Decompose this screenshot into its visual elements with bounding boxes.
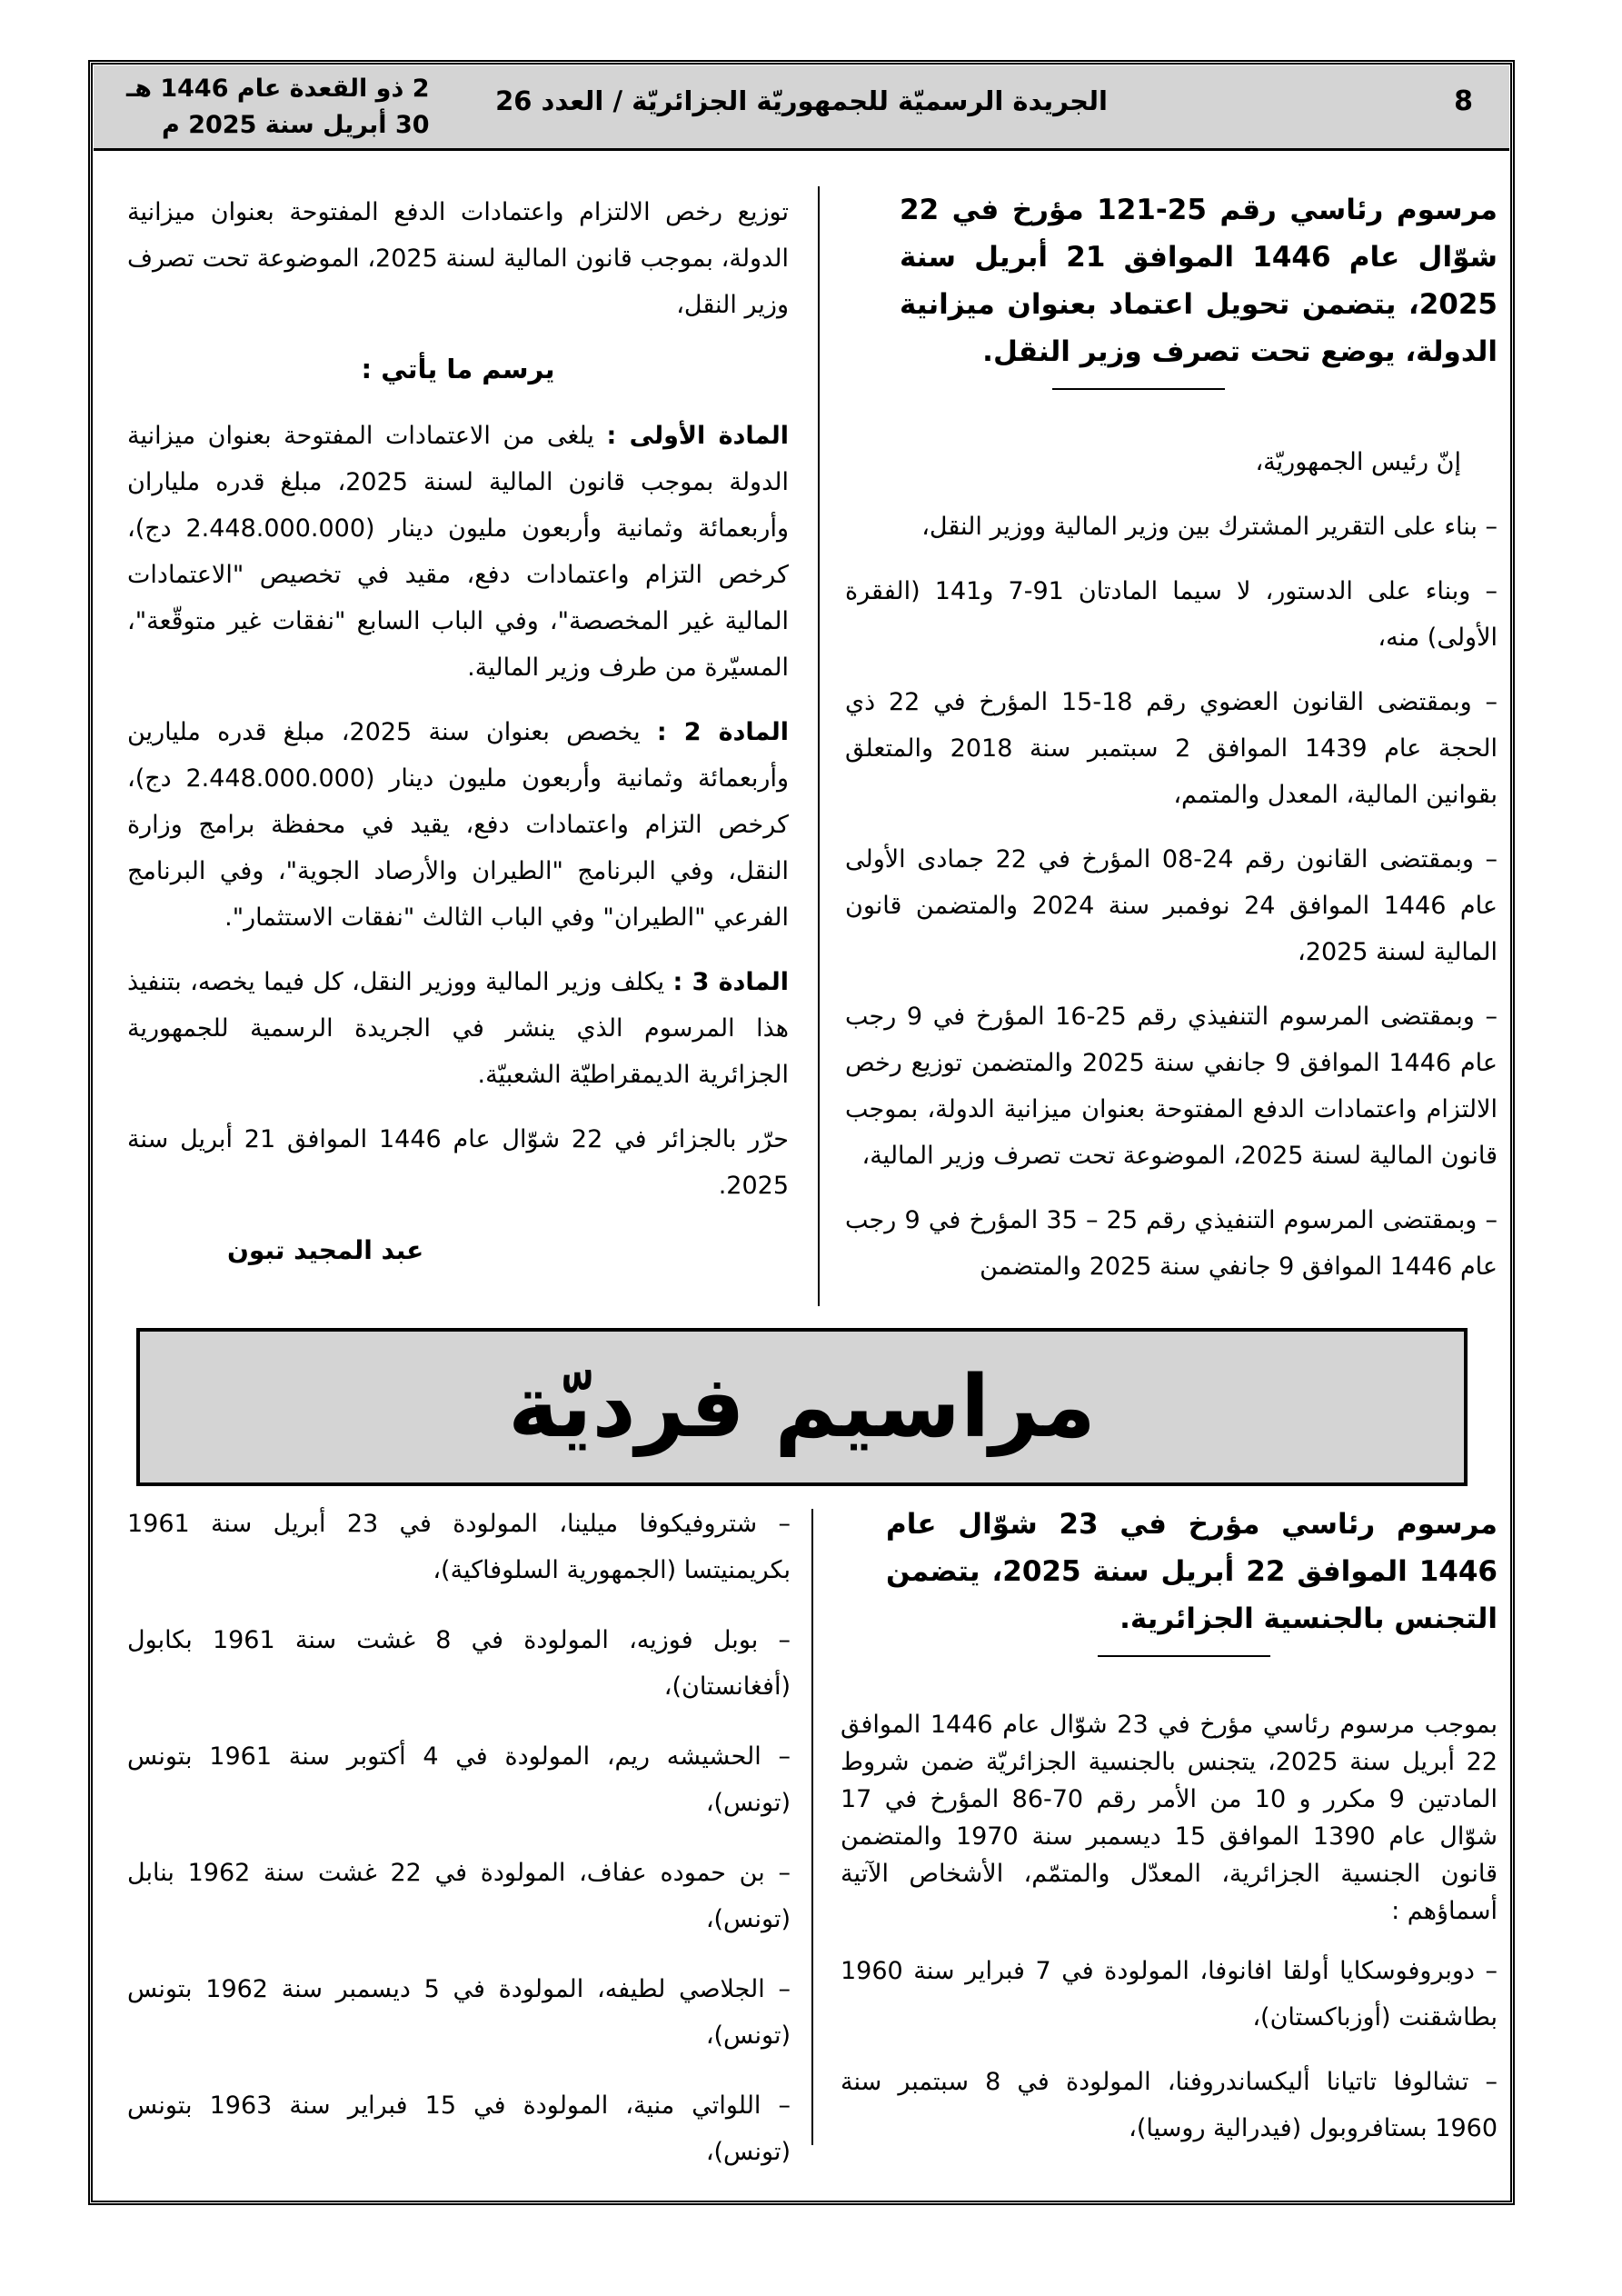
decree2-intro: بموجب مرسوم رئاسي مؤرخ في 23 شوّال عام 1446 الموافق 22 أبريل سنة 2025، يتجنس بالجنسية الجزائريّة ضمن شروط المادتين 9 مكرر و 10 من الأمر رقم 70-86 المؤرخ في 17 شوّال عام 1390 الموافق 15 ديسمبر سنة 1970 والمتضمن قانون الجنسية الجزائرية، المعدّل والمتمّم، الأشخاص الآتية أسماؤهم : [841,1711,1498,1925]
recital-5: – وبمقتضى المرسوم التنفيذي رقم 25-16 المؤرخ في 9 رجب عام 1446 الموافق 9 جانفي سنة 2025 والمتضمن توزيع رخص الالتزام واعتمادات الدفع المفتوحة بعنوان ميزانية الدولة، بموجب قانون المالية لسنة 2025، الموضوعة تحت تصرف وزير المالية، [845,1003,1498,1170]
article-3-text: يكلف وزير المالية ووزير النقل، كل فيما يخصه، بتنفيذ هذا المرسوم الذي ينشر في الجريدة الرسمية للجمهورية الجزائرية الديمقراطيّة الشعبيّة. [127,968,789,1089]
recital-3: – وبمقتضى القانون العضوي رقم 18-15 المؤرخ في 22 ذي الحجة عام 1439 الموافق 2 سبتمبر سنة 2018 والمتعلق بقوانين المالية، المعدل والمتمم، [845,688,1498,809]
decree1-right-column [845,186,1498,1308]
recital-6: – وبمقتضى المرسوم التنفيذي رقم 25 – 35 المؤرخ في 9 رجب عام 1446 الموافق 9 جانفي سنة 2025 والمتضمن [845,1206,1498,1281]
column-divider-top [818,186,820,1306]
article-2 [127,709,789,941]
decree-formula: يرسم ما يأتي : [361,354,555,384]
article-1 [127,413,789,691]
decree1-left-column [127,189,789,1292]
article-2-label: المادة 2 : [656,718,790,746]
recital-continuation: توزيع رخص الالتزام واعتمادات الدفع المفتوحة بعنوان ميزانية الدولة، بموجب قانون المالية لسنة 2025، الموضوعة تحت تصرف وزير النقل، [127,198,789,319]
column-divider-bottom [811,1509,813,2145]
section-banner [136,1328,1468,1486]
signature: عبد المجيد تبون [227,1235,424,1265]
journal-title: الجريدة الرسميّة للجمهوريّة الجزائريّة / العدد 26 [495,85,1108,116]
decree1-intro: إنّ رئيس الجمهوريّة، [1255,448,1461,476]
person-1: – دوبروفوسكايا أولقا افانوفا، المولودة في 7 فبراير سنة 1960 بطاشقنت (أوزباكستان)، [841,1957,1498,2031]
decree2-right-column [841,1501,1498,2170]
article-1-label: المادة الأولى : [606,422,789,450]
person-6: – بن حموده عفاف، المولودة في 22 غشت سنة 1962 بنابل (تونس)، [127,1859,791,1933]
decree1-title: مرسوم رئاسي رقم 25-121 مؤرخ في 22 شوّال عام 1446 الموافق 21 أبريل سنة 2025، يتضمن تحويل اعتماد بعنوان ميزانية الدولة، يوضع تحت تصرف وزير النقل. [900,194,1498,368]
article-3-label: المادة 3 : [672,968,790,996]
person-7: – الجلاصي لطيفه، المولودة في 5 ديسمبر سنة 1962 بتونس (تونس)، [127,1975,791,2050]
person-3: – شتروفيكوفا ميلينا، المولودة في 23 أبريل سنة 1961 بكريمنيتسا (الجمهورية السلوفاكية)، [127,1510,791,1584]
person-5: – الحشيشه ريم، المولودة في 4 أكتوبر سنة 1961 بتونس (تونس)، [127,1742,791,1817]
date-gregorian: 30 أبريل سنة 2025 م [162,111,430,139]
decree2-title: مرسوم رئاسي مؤرخ في 23 شوّال عام 1446 الموافق 22 أبريل سنة 2025، يتضمن التجنس بالجنسية الجزائرية. [886,1508,1498,1635]
person-2: – تشالوفا تاتيانا أليكساندروفنا، المولودة في 8 سبتمبر سنة 1960 بستافروبول (فيدرالية روسيا)، [841,2068,1498,2142]
recital-1: – بناء على التقرير المشترك بين وزير المالية ووزير النقل، [921,513,1498,541]
person-8: – اللواتي منية، المولودة في 15 فبراير سنة 1963 بتونس (تونس)، [127,2091,791,2166]
article-3 [127,959,789,1098]
recital-2: – وبناء على الدستور، لا سيما المادتان 91-7 و141 (الفقرة الأولى) منه، [845,577,1498,652]
page-number: 8 [1454,85,1473,117]
article-1-text: يلغى من الاعتمادات المفتوحة بعنوان ميزانية الدولة بموجب قانون المالية لسنة 2025، مبلغ قدره ملياران وأربعمائة وثمانية وأربعون مليون دينار (2.448.000.000 دج)، كرخص التزام واعتمادات دفع، مقيد في تخصيص "الاعتمادات المالية غير المخصصة"، وفي الباب السابع "نفقات غير متوقّعة"، المسيّرة من طرف وزير المالية. [127,422,789,682]
date-hijri: 2 ذو القعدة عام 1446 هـ [126,75,430,103]
issue-date [126,71,430,144]
person-4: – بوبل فوزيه، المولودة في 8 غشت سنة 1961 بكابول (أفغانستان)، [127,1626,791,1701]
title-separator [1052,388,1225,390]
recital-4: – وبمقتضى القانون رقم 24-08 المؤرخ في 22 جمادى الأولى عام 1446 الموافق 24 نوفمبر سنة 2024 والمتضمن قانون المالية لسنة 2025، [845,845,1498,966]
page-header [94,65,1509,151]
article-2-text: يخصص بعنوان سنة 2025، مبلغ قدره مليارين وأربعمائة وثمانية وأربعون مليون دينار (2.448.000.000 دج)، كرخص التزام واعتمادات دفع، يقيد في محفظة برامج وزارة النقل، وفي البرنامج "الطيران والأرصاد الجوية"، وفي البرنامج الفرعي "الطيران" وفي الباب الثالث "نفقات الاستثمار". [127,718,789,932]
decree2-left-column [127,1501,791,2193]
banner-title: مراسيم فرديّة [508,1357,1096,1457]
title-separator-2 [1098,1655,1270,1657]
done-at: حرّر بالجزائر في 22 شوّال عام 1446 الموافق 21 أبريل سنة 2025. [127,1125,789,1200]
